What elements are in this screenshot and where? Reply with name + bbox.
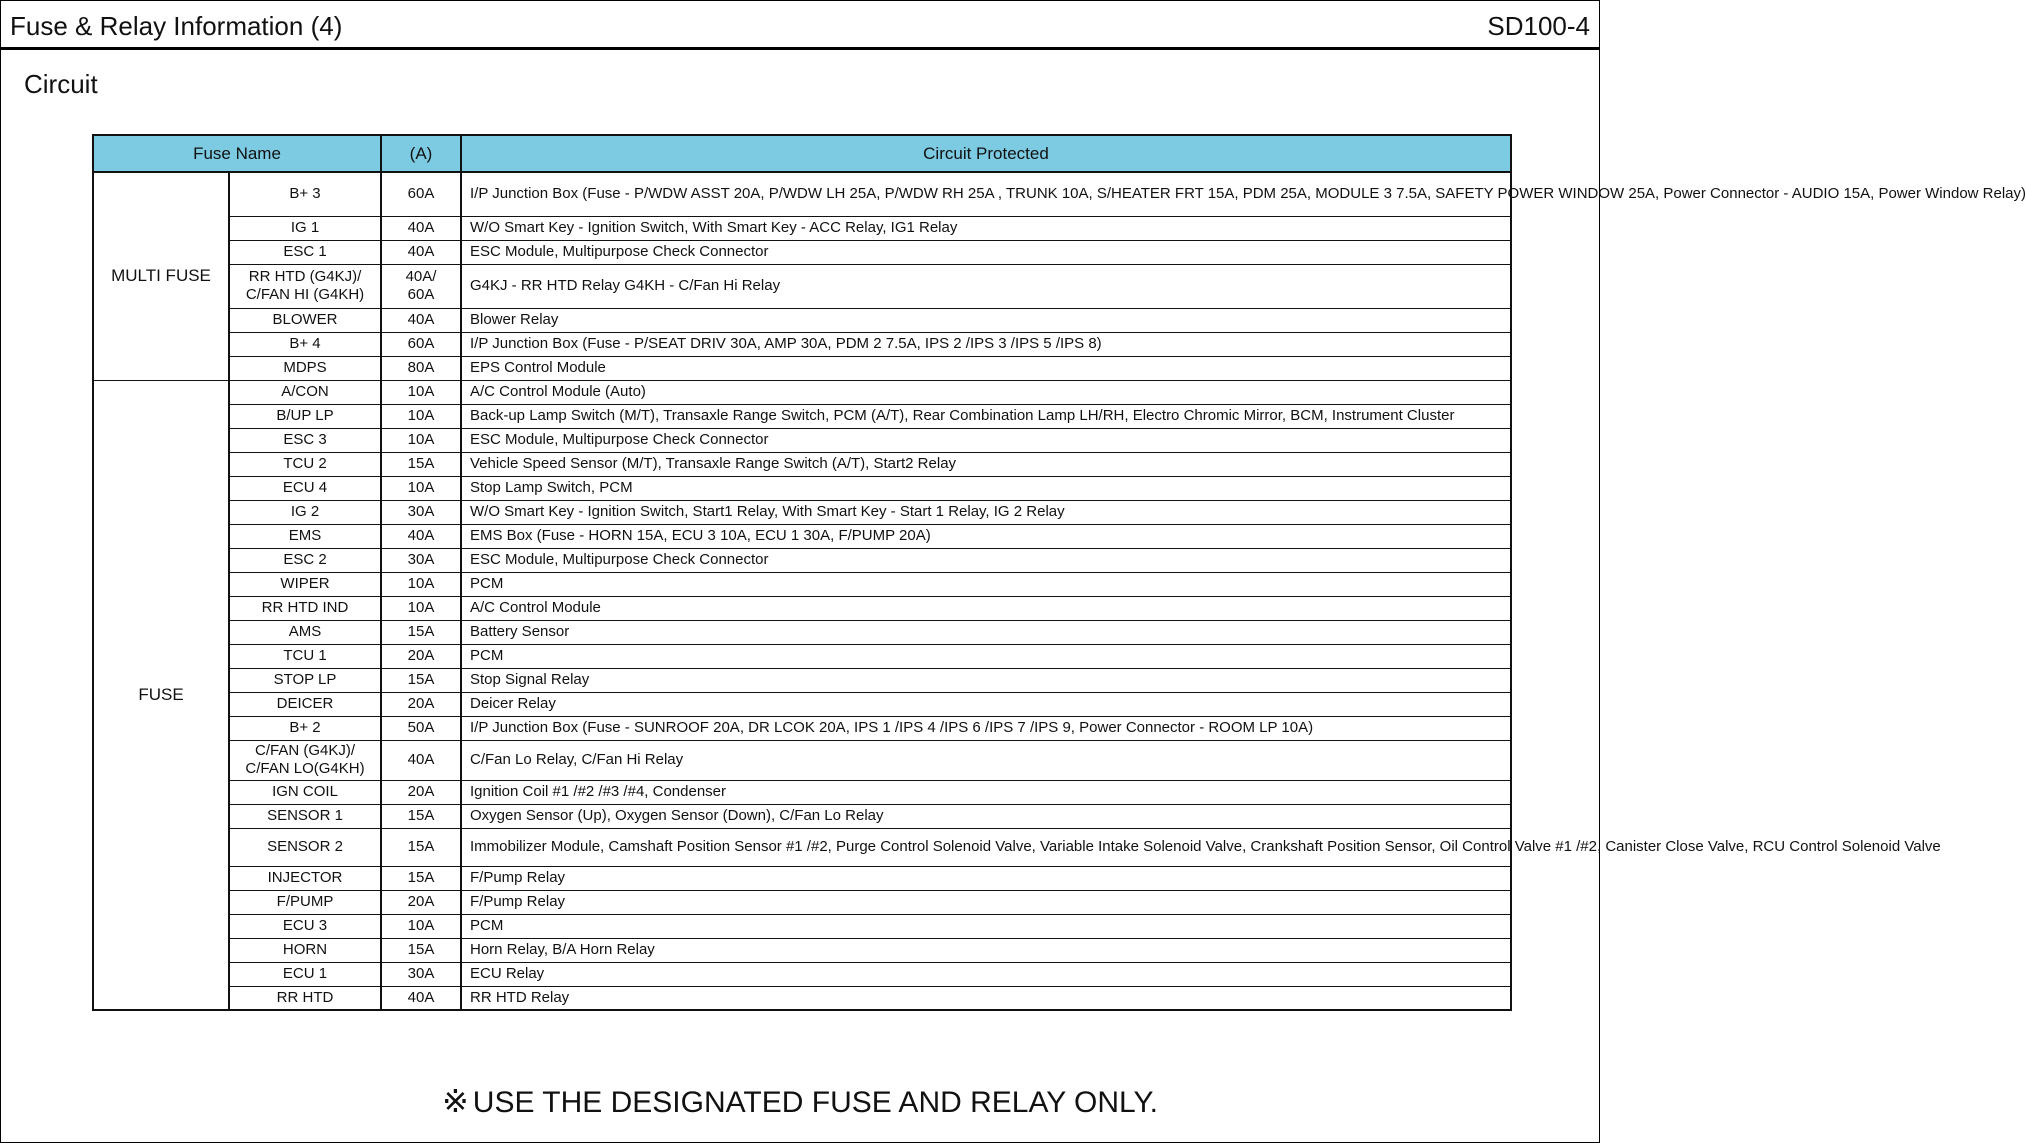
table-row — [93, 716, 1511, 740]
table-row — [93, 914, 1511, 938]
circuit-cell: Oxygen Sensor (Up), Oxygen Sensor (Down), C/Fan Lo Relay — [461, 804, 1511, 828]
group-label: MULTI FUSE — [93, 172, 229, 380]
amp-cell: 40A — [381, 740, 461, 780]
table-row — [93, 356, 1511, 380]
amp-cell: 30A — [381, 962, 461, 986]
circuit-cell: EMS Box (Fuse - HORN 15A, ECU 3 10A, ECU 1 30A, F/PUMP 20A) — [461, 524, 1511, 548]
fuse-name-cell: F/PUMP — [229, 890, 381, 914]
reference-mark-icon: ※ — [441, 1083, 469, 1119]
amp-cell: 20A — [381, 780, 461, 804]
table-row — [93, 780, 1511, 804]
amp-cell: 30A — [381, 500, 461, 524]
table-row — [93, 380, 1511, 404]
circuit-cell: W/O Smart Key - Ignition Switch, With Smart Key - ACC Relay, IG1 Relay — [461, 216, 1511, 240]
circuit-cell: Stop Lamp Switch, PCM — [461, 476, 1511, 500]
amp-cell: 40A — [381, 308, 461, 332]
fuse-name-cell: IGN COIL — [229, 780, 381, 804]
fuse-relay-table — [92, 134, 2026, 1011]
table-row — [93, 986, 1511, 1010]
table-row — [93, 332, 1511, 356]
circuit-cell: PCM — [461, 914, 1511, 938]
fuse-name-cell: RR HTD IND — [229, 596, 381, 620]
fuse-name-cell: ESC 3 — [229, 428, 381, 452]
amp-cell: 50A — [381, 716, 461, 740]
table-row — [93, 404, 1511, 428]
fuse-name-cell: SENSOR 2 — [229, 828, 381, 866]
table-row — [93, 428, 1511, 452]
table-row — [93, 692, 1511, 716]
circuit-cell: W/O Smart Key - Ignition Switch, Start1 Relay, With Smart Key - Start 1 Relay, IG 2 Relay — [461, 500, 1511, 524]
table-row — [93, 620, 1511, 644]
fuse-name-cell: A/CON — [229, 380, 381, 404]
circuit-cell: RR HTD Relay — [461, 986, 1511, 1010]
amp-cell: 20A — [381, 890, 461, 914]
amp-cell: 40A — [381, 524, 461, 548]
fuse-name-cell: INJECTOR — [229, 866, 381, 890]
amp-cell: 40A/ 60A — [381, 264, 461, 308]
fuse-name-cell: B+ 2 — [229, 716, 381, 740]
amp-cell: 10A — [381, 380, 461, 404]
circuit-cell: ESC Module, Multipurpose Check Connector — [461, 548, 1511, 572]
circuit-cell: Stop Signal Relay — [461, 668, 1511, 692]
amp-cell: 60A — [381, 172, 461, 216]
table-body — [93, 172, 2026, 1010]
table-row — [93, 524, 1511, 548]
table-row — [93, 452, 1511, 476]
amp-cell: 15A — [381, 828, 461, 866]
amp-cell: 15A — [381, 620, 461, 644]
circuit-cell: I/P Junction Box (Fuse - P/WDW ASST 20A, P/WDW LH 25A, P/WDW RH 25A , TRUNK 10A, S/HEATER FRT 15A, PDM 25A, MODULE 3 7.5A, SAFETY POWER WINDOW 25A, Power Connector - AUDIO 15A, Power Window Relay) — [461, 172, 1511, 216]
table-row — [93, 962, 1511, 986]
circuit-cell: I/P Junction Box (Fuse - SUNROOF 20A, DR LCOK 20A, IPS 1 /IPS 4 /IPS 6 /IPS 7 /IPS 9, Power Connector - ROOM LP 10A) — [461, 716, 1511, 740]
table-row — [93, 938, 1511, 962]
fuse-name-cell: DEICER — [229, 692, 381, 716]
circuit-cell: A/C Control Module (Auto) — [461, 380, 1511, 404]
fuse-name-cell: RR HTD (G4KJ)/ C/FAN HI (G4KH) — [229, 264, 381, 308]
fuse-name-cell: MDPS — [229, 356, 381, 380]
fuse-name-cell: SENSOR 1 — [229, 804, 381, 828]
amp-cell: 15A — [381, 804, 461, 828]
amp-cell: 60A — [381, 332, 461, 356]
amp-cell: 10A — [381, 404, 461, 428]
table-header-row — [93, 135, 1511, 172]
circuit-cell: F/Pump Relay — [461, 890, 1511, 914]
fuse-name-cell: ESC 1 — [229, 240, 381, 264]
table-row — [93, 548, 1511, 572]
fuse-name-cell: AMS — [229, 620, 381, 644]
circuit-cell: I/P Junction Box (Fuse - P/SEAT DRIV 30A, AMP 30A, PDM 2 7.5A, IPS 2 /IPS 3 /IPS 5 /IPS 8) — [461, 332, 1511, 356]
table-row — [93, 308, 1511, 332]
circuit-cell: A/C Control Module — [461, 596, 1511, 620]
table-row — [93, 890, 1511, 914]
column-header-amp: (A) — [381, 135, 461, 172]
table-row — [93, 240, 1511, 264]
table-row — [93, 828, 1511, 866]
circuit-cell: EPS Control Module — [461, 356, 1511, 380]
fuse-name-cell: B+ 4 — [229, 332, 381, 356]
amp-cell: 10A — [381, 476, 461, 500]
amp-cell: 20A — [381, 692, 461, 716]
table-row — [93, 596, 1511, 620]
circuit-cell: Back-up Lamp Switch (M/T), Transaxle Range Switch, PCM (A/T), Rear Combination Lamp LH/RH, Electro Chromic Mirror, BCM, Instrument Cluster — [461, 404, 1511, 428]
notice-text: USE THE DESIGNATED FUSE AND RELAY ONLY. — [472, 1086, 1158, 1119]
section-title: Circuit — [24, 69, 98, 99]
fuse-name-cell: ESC 2 — [229, 548, 381, 572]
fuse-name-cell: C/FAN (G4KJ)/ C/FAN LO(G4KH) — [229, 740, 381, 780]
amp-cell: 40A — [381, 986, 461, 1010]
table-row — [93, 216, 1511, 240]
table-row — [93, 172, 1511, 216]
circuit-cell: Immobilizer Module, Camshaft Position Sensor #1 /#2, Purge Control Solenoid Valve, Variable Intake Solenoid Valve, Crankshaft Position Sensor, Oil Control Valve #1 /#2, Canister Close Valve, RCU Control Solenoid Valve — [461, 828, 1511, 866]
fuse-name-cell: WIPER — [229, 572, 381, 596]
amp-cell: 10A — [381, 572, 461, 596]
fuse-name-cell: BLOWER — [229, 308, 381, 332]
fuse-name-cell: ECU 4 — [229, 476, 381, 500]
fuse-name-cell: ECU 1 — [229, 962, 381, 986]
amp-cell: 15A — [381, 668, 461, 692]
fuse-name-cell: HORN — [229, 938, 381, 962]
fuse-name-cell: STOP LP — [229, 668, 381, 692]
fuse-name-cell: RR HTD — [229, 986, 381, 1010]
column-header-fuse-name: Fuse Name — [93, 135, 381, 172]
fuse-name-cell: B/UP LP — [229, 404, 381, 428]
amp-cell: 80A — [381, 356, 461, 380]
column-header-circuit: Circuit Protected — [461, 135, 1511, 172]
circuit-cell: Blower Relay — [461, 308, 1511, 332]
page-header — [0, 0, 1600, 50]
table-row — [93, 476, 1511, 500]
circuit-cell: Horn Relay, B/A Horn Relay — [461, 938, 1511, 962]
document-title: Fuse & Relay Information (4) — [10, 11, 343, 41]
circuit-cell: Ignition Coil #1 /#2 /#3 /#4, Condenser — [461, 780, 1511, 804]
fuse-name-cell: B+ 3 — [229, 172, 381, 216]
document-code: SD100-4 — [1487, 11, 1590, 41]
circuit-cell: F/Pump Relay — [461, 866, 1511, 890]
fuse-name-cell: IG 1 — [229, 216, 381, 240]
table-row — [93, 804, 1511, 828]
circuit-cell: G4KJ - RR HTD Relay G4KH - C/Fan Hi Relay — [461, 264, 1511, 308]
amp-cell: 10A — [381, 596, 461, 620]
fuse-name-cell: TCU 2 — [229, 452, 381, 476]
circuit-cell: Deicer Relay — [461, 692, 1511, 716]
circuit-cell: Battery Sensor — [461, 620, 1511, 644]
amp-cell: 40A — [381, 240, 461, 264]
table-row — [93, 740, 1511, 780]
table-row — [93, 866, 1511, 890]
circuit-cell: ESC Module, Multipurpose Check Connector — [461, 428, 1511, 452]
amp-cell: 15A — [381, 866, 461, 890]
amp-cell: 15A — [381, 938, 461, 962]
amp-cell: 40A — [381, 216, 461, 240]
amp-cell: 20A — [381, 644, 461, 668]
circuit-cell: ECU Relay — [461, 962, 1511, 986]
table-row — [93, 264, 1511, 308]
fuse-name-cell: TCU 1 — [229, 644, 381, 668]
fuse-name-cell: EMS — [229, 524, 381, 548]
circuit-cell: PCM — [461, 572, 1511, 596]
table-row — [93, 668, 1511, 692]
circuit-cell: C/Fan Lo Relay, C/Fan Hi Relay — [461, 740, 1511, 780]
table-row — [93, 572, 1511, 596]
circuit-cell: ESC Module, Multipurpose Check Connector — [461, 240, 1511, 264]
fuse-name-cell: IG 2 — [229, 500, 381, 524]
fuse-name-cell: ECU 3 — [229, 914, 381, 938]
amp-cell: 10A — [381, 914, 461, 938]
notice — [0, 1082, 1600, 1120]
circuit-cell: PCM — [461, 644, 1511, 668]
amp-cell: 10A — [381, 428, 461, 452]
group-label: FUSE — [93, 380, 229, 1010]
table-row — [93, 500, 1511, 524]
amp-cell: 15A — [381, 452, 461, 476]
table-row — [93, 644, 1511, 668]
circuit-cell: Vehicle Speed Sensor (M/T), Transaxle Range Switch (A/T), Start2 Relay — [461, 452, 1511, 476]
amp-cell: 30A — [381, 548, 461, 572]
